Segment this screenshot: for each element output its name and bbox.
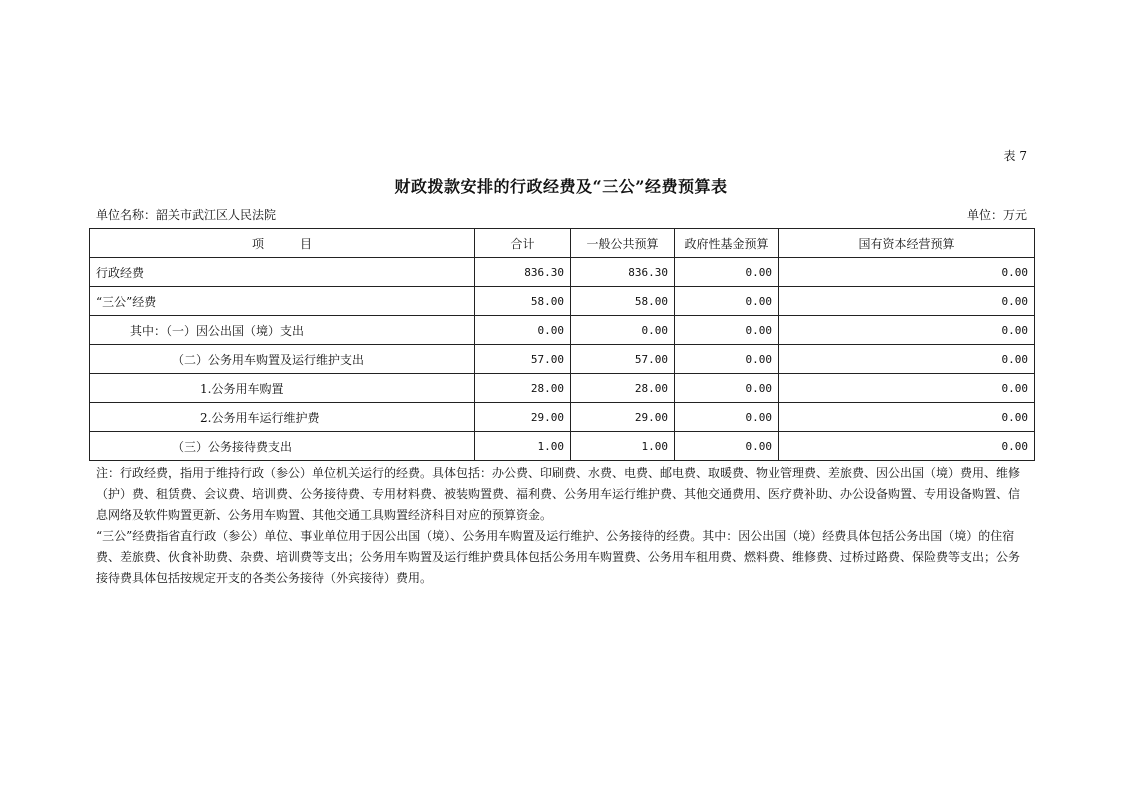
row-total: 28.00 <box>475 374 571 403</box>
row-general: 0.00 <box>571 316 675 345</box>
header-total: 合计 <box>475 229 571 258</box>
row-fund: 0.00 <box>675 258 779 287</box>
header-capital-budget: 国有资本经营预算 <box>779 229 1035 258</box>
row-total: 57.00 <box>475 345 571 374</box>
row-fund: 0.00 <box>675 374 779 403</box>
row-fund: 0.00 <box>675 432 779 461</box>
row-capital: 0.00 <box>779 345 1035 374</box>
notes <box>96 463 1030 589</box>
row-fund: 0.00 <box>675 316 779 345</box>
table-row <box>90 258 1035 287</box>
row-capital: 0.00 <box>779 403 1035 432</box>
row-general: 29.00 <box>571 403 675 432</box>
row-fund: 0.00 <box>675 287 779 316</box>
money-unit: 单位：万元 <box>966 208 1027 222</box>
row-label: 2.公务用车运行维护费 <box>90 403 475 432</box>
budget-table <box>89 228 1035 461</box>
table-row <box>90 316 1035 345</box>
row-label: 其中：（一）因公出国（境）支出 <box>90 316 475 345</box>
row-capital: 0.00 <box>779 316 1035 345</box>
header-fund-budget: 政府性基金预算 <box>675 229 779 258</box>
row-general: 1.00 <box>571 432 675 461</box>
table-header-row <box>90 229 1035 258</box>
note-three-public-expenses: “三公”经费指省直行政（参公）单位、事业单位用于因公出国（境）、公务用车购置及运行维护、公务接待的经费。其中：因公出国（境）经费具体包括公务出国（境）的住宿费、差旅费、伙食补助费、杂费、培训费等支出；公务用车购置及运行维护费具体包括公务用车购置费、公务用车租用费、燃料费、维修费、过桥过路费、保险费等支出；公务接待费具体包括按规定开支的各类公务接待（外宾接待）费用。 <box>96 529 1021 585</box>
table-number: 表 7 <box>1003 149 1027 163</box>
row-capital: 0.00 <box>779 374 1035 403</box>
row-label: 行政经费 <box>90 258 475 287</box>
row-total: 1.00 <box>475 432 571 461</box>
row-total: 58.00 <box>475 287 571 316</box>
row-general: 28.00 <box>571 374 675 403</box>
row-total: 0.00 <box>475 316 571 345</box>
table-row <box>90 374 1035 403</box>
table-row <box>90 287 1035 316</box>
row-fund: 0.00 <box>675 345 779 374</box>
row-capital: 0.00 <box>779 258 1035 287</box>
page-title: 财政拨款安排的行政经费及“三公”经费预算表 <box>394 177 728 196</box>
header-general-budget: 一般公共预算 <box>571 229 675 258</box>
row-total: 836.30 <box>475 258 571 287</box>
row-fund: 0.00 <box>675 403 779 432</box>
unit-name: 单位名称：韶关市武江区人民法院 <box>96 208 277 222</box>
table-row <box>90 403 1035 432</box>
row-general: 57.00 <box>571 345 675 374</box>
row-label: （三）公务接待费支出 <box>90 432 475 461</box>
table-row <box>90 345 1035 374</box>
row-capital: 0.00 <box>779 432 1035 461</box>
row-general: 836.30 <box>571 258 675 287</box>
row-label: “三公”经费 <box>90 287 475 316</box>
row-capital: 0.00 <box>779 287 1035 316</box>
row-general: 58.00 <box>571 287 675 316</box>
table-row <box>90 432 1035 461</box>
row-label: 1.公务用车购置 <box>90 374 475 403</box>
note-administrative-expenses: 注：行政经费，指用于维持行政（参公）单位机关运行的经费。具体包括：办公费、印刷费、水费、电费、邮电费、取暖费、物业管理费、差旅费、因公出国（境）费用、维修（护）费、租赁费、会议费、培训费、公务接待费、专用材料费、被装购置费、福利费、公务用车运行维护费、其他交通费用、医疗费补助、办公设备购置、专用设备购置、信息网络及软件购置更新、公务用车购置、其他交通工具购置经济科目对应的预算资金。 <box>96 466 1021 522</box>
row-label: （二）公务用车购置及运行维护支出 <box>90 345 475 374</box>
row-total: 29.00 <box>475 403 571 432</box>
header-item: 项 目 <box>90 229 475 258</box>
